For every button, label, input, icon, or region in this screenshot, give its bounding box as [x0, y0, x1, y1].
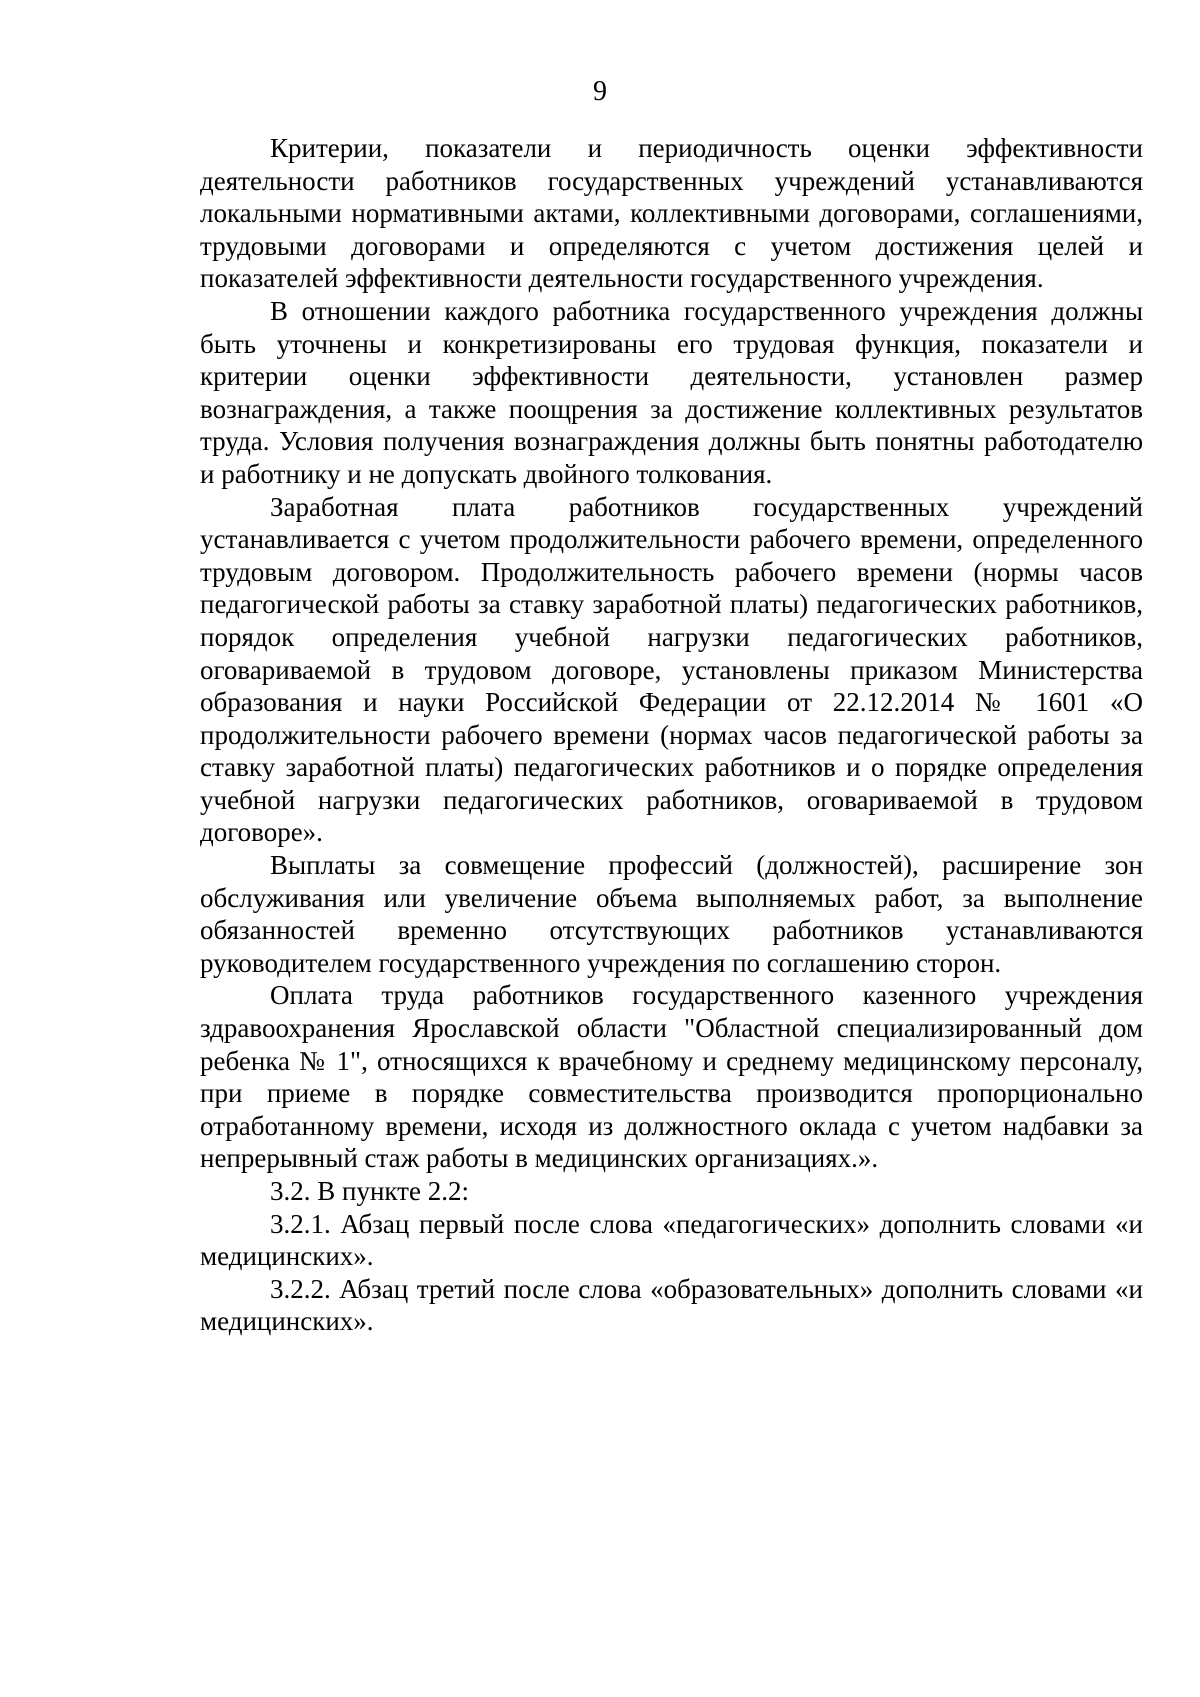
page-number: 9: [593, 76, 607, 107]
paragraph-salary: Заработная плата работников государственных учреждений устанавливается с учетом продолжительности рабочего времени, определенного трудовым договором. Продолжительность рабочего времени (нормы часов педагогической работы за ставку заработной платы) педагогических работников, порядок определения учебной нагрузки педагогических работников, оговариваемой в трудовом договоре, установлены приказом Министерства образования и науки Российской Федерации от 22.12.2014 № 1601 «О продолжительности рабочего времени (нормах часов педагогической работы за ставку заработной платы) педагогических работников и о порядке определения учебной нагрузки педагогических работников, оговариваемой в трудовом договоре».: [200, 491, 1143, 848]
paragraph-clause-3-2-1: 3.2.1. Абзац первый после слова «педагогических» дополнить словами «и медицинских».: [200, 1208, 1143, 1272]
paragraph-combined-duties: Выплаты за совмещение профессий (должностей), расширение зон обслуживания или увеличение объема выполняемых работ, за выполнение обязанностей временно отсутствующих работников устанавливаются руководителем государственного учреждения по соглашению сторон.: [200, 850, 1143, 978]
document-body: [200, 132, 1143, 1338]
paragraph-clause-3-2-2: 3.2.2. Абзац третий после слова «образовательных» дополнить словами «и медицинских».: [200, 1273, 1143, 1337]
paragraph-employee-duties: В отношении каждого работника государственного учреждения должны быть уточнены и конкретизированы его трудовая функция, показатели и критерии оценки эффективности деятельности, установлен размер вознаграждения, а также поощрения за достижение коллективных результатов труда. Условия получения вознаграждения должны быть понятны работодателю и работнику и не допускать двойного толкования.: [200, 295, 1143, 489]
paragraph-criteria: Критерии, показатели и периодичность оценки эффективности деятельности работников государственных учреждений устанавливаются локальными нормативными актами, коллективными договорами, соглашениями, трудовыми договорами и определяются с учетом достижения целей и показателей эффективности деятельности государственного учреждения.: [200, 133, 1143, 294]
paragraph-clause-3-2: 3.2. В пункте 2.2:: [270, 1176, 469, 1206]
paragraph-medical-pay: Оплата труда работников государственного казенного учреждения здравоохранения Ярославской области "Областной специализированный дом ребенка № 1", относящихся к врачебному и среднему медицинскому персоналу, при приеме в порядке совместительства производится пропорционально отработанному времени, исходя из должностного оклада с учетом надбавки за непрерывный стаж работы в медицинских организациях.».: [200, 980, 1143, 1174]
